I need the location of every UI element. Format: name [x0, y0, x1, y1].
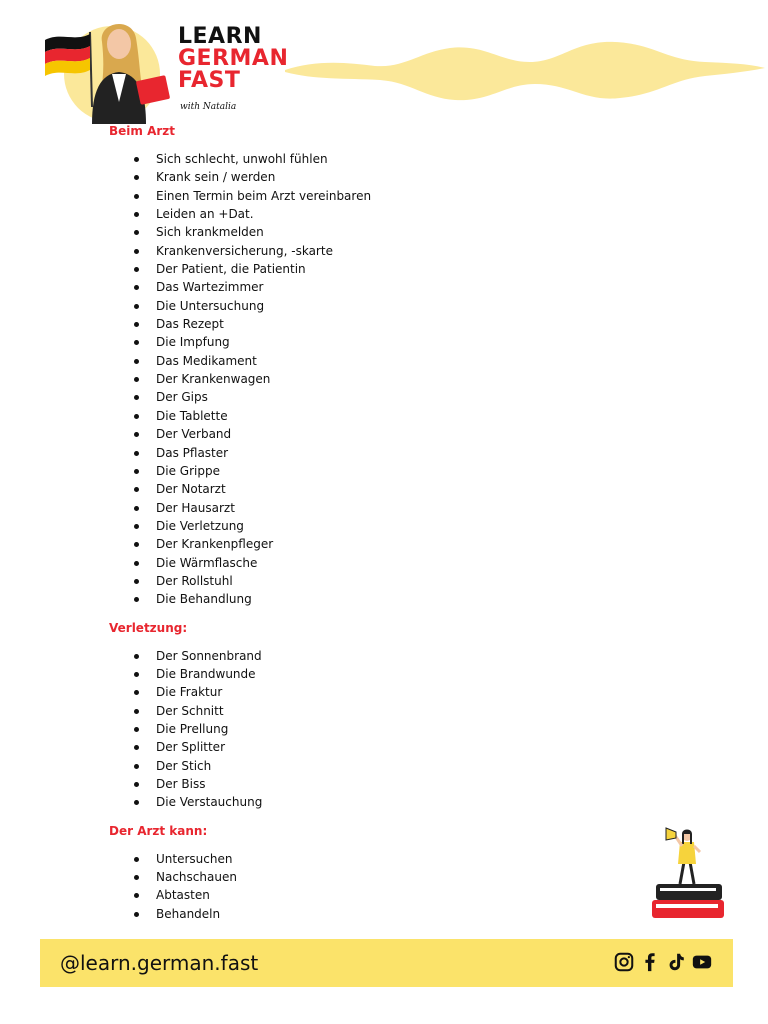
list-item: Einen Termin beim Arzt vereinbaren	[109, 187, 629, 205]
list-item: Die Prellung	[109, 720, 629, 738]
brand-logo	[178, 24, 289, 112]
list-item: Die Verstauchung	[109, 793, 629, 811]
header	[0, 0, 768, 125]
list-item: Die Verletzung	[109, 517, 629, 535]
brand-tagline: with Natalia	[180, 102, 237, 112]
vocabulary-list	[109, 850, 629, 923]
brand-line-3: FAST	[178, 68, 241, 93]
list-item: Die Tablette	[109, 407, 629, 425]
list-item: Sich krankmelden	[109, 223, 629, 241]
list-item: Der Stich	[109, 757, 629, 775]
list-item: Der Rollstuhl	[109, 572, 629, 590]
section-title: Der Arzt kann:	[109, 823, 208, 838]
vocabulary-list	[109, 647, 629, 812]
vocabulary-list	[109, 150, 629, 609]
list-item: Der Krankenwagen	[109, 370, 629, 388]
section-verletzung	[109, 619, 629, 812]
list-item: Der Patient, die Patientin	[109, 260, 629, 278]
list-item: Krank sein / werden	[109, 168, 629, 186]
facebook-icon[interactable]	[639, 951, 661, 973]
list-item: Der Biss	[109, 775, 629, 793]
list-item: Krankenversicherung, -skarte	[109, 242, 629, 260]
brand-line-1: LEARN	[178, 24, 262, 49]
teacher-with-flag-illustration	[40, 12, 180, 124]
list-item: Der Verband	[109, 425, 629, 443]
list-item: Die Impfung	[109, 333, 629, 351]
brand-line-2: GERMAN	[178, 46, 289, 71]
list-item: Der Gips	[109, 388, 629, 406]
list-item: Die Untersuchung	[109, 297, 629, 315]
instagram-icon[interactable]	[613, 951, 635, 973]
list-item: Der Hausarzt	[109, 499, 629, 517]
list-item: Der Notarzt	[109, 480, 629, 498]
section-title: Verletzung:	[109, 620, 188, 635]
list-item: Nachschauen	[109, 868, 629, 886]
list-item: Die Brandwunde	[109, 665, 629, 683]
list-item: Die Fraktur	[109, 683, 629, 701]
list-item: Leiden an +Dat.	[109, 205, 629, 223]
list-item: Das Pflaster	[109, 444, 629, 462]
list-item: Die Behandlung	[109, 590, 629, 608]
vocabulary-content	[109, 122, 629, 923]
list-item: Der Splitter	[109, 738, 629, 756]
list-item: Die Wärmflasche	[109, 554, 629, 572]
list-item: Die Grippe	[109, 462, 629, 480]
youtube-icon[interactable]	[691, 951, 713, 973]
list-item: Abtasten	[109, 886, 629, 904]
section-title: Beim Arzt	[109, 124, 176, 138]
footer-bar	[40, 939, 733, 987]
tiktok-icon[interactable]	[665, 951, 687, 973]
list-item: Sich schlecht, unwohl fühlen	[109, 150, 629, 168]
list-item: Der Schnitt	[109, 702, 629, 720]
list-item: Das Medikament	[109, 352, 629, 370]
yellow-wave-decoration	[285, 32, 765, 112]
section-der-arzt-kann	[109, 822, 629, 923]
list-item: Der Krankenpfleger	[109, 535, 629, 553]
list-item: Der Sonnenbrand	[109, 647, 629, 665]
list-item: Das Wartezimmer	[109, 278, 629, 296]
social-handle[interactable]: @learn.german.fast	[60, 951, 259, 975]
section-beim-arzt	[109, 122, 629, 609]
woman-with-megaphone-illustration	[646, 822, 730, 926]
list-item: Behandeln	[109, 905, 629, 923]
list-item: Untersuchen	[109, 850, 629, 868]
list-item: Das Rezept	[109, 315, 629, 333]
social-icons	[613, 951, 713, 973]
